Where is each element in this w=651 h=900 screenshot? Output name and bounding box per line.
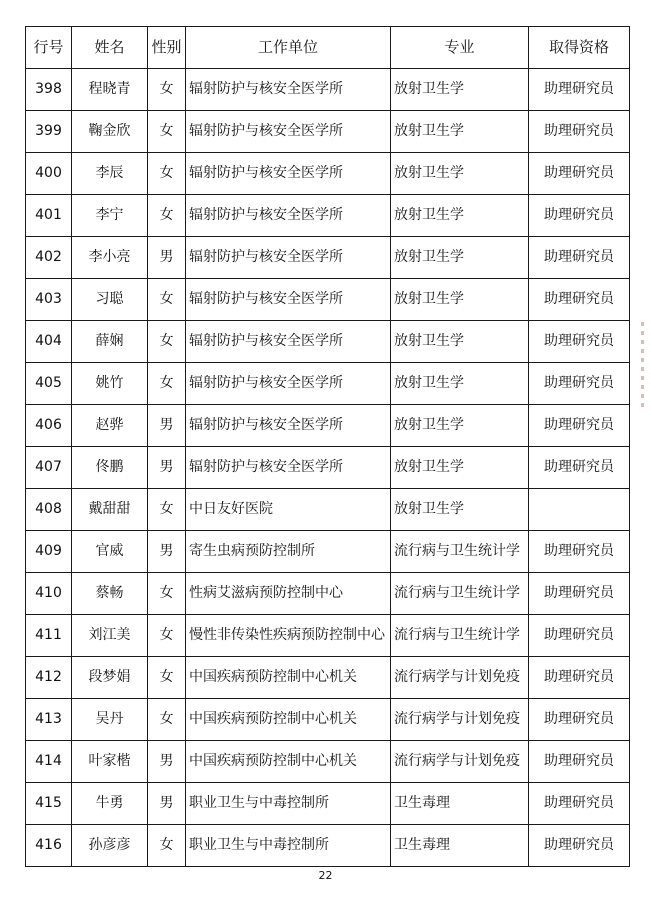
work-unit-cell: 性病艾滋病预防控制中心 [186,573,391,615]
name-cell: 蔡畅 [72,573,148,615]
sex-cell: 女 [148,321,186,363]
major-cell: 放射卫生学 [391,321,529,363]
qualification-cell: 助理研究员 [529,447,630,489]
name-cell: 薛娴 [72,321,148,363]
work-unit-cell: 辐射防护与核安全医学所 [186,279,391,321]
sex-cell: 男 [148,741,186,783]
major-cell: 放射卫生学 [391,237,529,279]
name-cell: 刘江美 [72,615,148,657]
qualification-cell: 助理研究员 [529,741,630,783]
qualification-cell: 助理研究员 [529,195,630,237]
work-unit-cell: 辐射防护与核安全医学所 [186,111,391,153]
major-cell: 流行病与卫生统计学 [391,573,529,615]
qualification-cell [529,489,630,531]
table-row [26,405,630,447]
major-cell: 放射卫生学 [391,111,529,153]
work-unit-cell: 辐射防护与核安全医学所 [186,195,391,237]
qualification-cell: 助理研究员 [529,237,630,279]
major-cell: 卫生毒理 [391,783,529,825]
row-number-cell: 401 [26,195,72,237]
major-cell: 流行病学与计划免疫 [391,657,529,699]
table-row [26,573,630,615]
qualification-cell: 助理研究员 [529,825,630,867]
roster-table [25,26,630,867]
qualification-cell: 助理研究员 [529,783,630,825]
row-number-cell: 398 [26,69,72,111]
table-row [26,153,630,195]
name-cell: 官威 [72,531,148,573]
header-major: 专业 [391,27,529,69]
row-number-cell: 404 [26,321,72,363]
row-number-cell: 414 [26,741,72,783]
row-number-cell: 413 [26,699,72,741]
header-qualification: 取得资格 [529,27,630,69]
row-number-cell: 400 [26,153,72,195]
table-row [26,699,630,741]
row-number-cell: 403 [26,279,72,321]
table-row [26,825,630,867]
table-row [26,531,630,573]
major-cell: 流行病学与计划免疫 [391,699,529,741]
name-cell: 叶家楷 [72,741,148,783]
row-number-cell: 407 [26,447,72,489]
major-cell: 流行病学与计划免疫 [391,741,529,783]
work-unit-cell: 中国疾病预防控制中心机关 [186,699,391,741]
name-cell: 牛勇 [72,783,148,825]
sex-cell: 女 [148,195,186,237]
sex-cell: 男 [148,405,186,447]
work-unit-cell: 辐射防护与核安全医学所 [186,69,391,111]
seal-edge-mark [641,322,644,412]
major-cell: 放射卫生学 [391,153,529,195]
qualification-cell: 助理研究员 [529,279,630,321]
row-number-cell: 416 [26,825,72,867]
qualification-cell: 助理研究员 [529,531,630,573]
table-row [26,237,630,279]
sex-cell: 女 [148,825,186,867]
qualification-cell: 助理研究员 [529,111,630,153]
qualification-cell: 助理研究员 [529,573,630,615]
major-cell: 放射卫生学 [391,279,529,321]
work-unit-cell: 职业卫生与中毒控制所 [186,783,391,825]
row-number-cell: 412 [26,657,72,699]
work-unit-cell: 中日友好医院 [186,489,391,531]
work-unit-cell: 辐射防护与核安全医学所 [186,321,391,363]
page-number: 22 [318,869,333,882]
work-unit-cell: 辐射防护与核安全医学所 [186,237,391,279]
table-row [26,615,630,657]
major-cell: 卫生毒理 [391,825,529,867]
major-cell: 放射卫生学 [391,405,529,447]
table-row [26,489,630,531]
table-row [26,321,630,363]
work-unit-cell: 辐射防护与核安全医学所 [186,363,391,405]
name-cell: 孙彦彦 [72,825,148,867]
name-cell: 姚竹 [72,363,148,405]
qualification-cell: 助理研究员 [529,153,630,195]
table-header-row [26,27,630,69]
sex-cell: 女 [148,699,186,741]
sex-cell: 女 [148,279,186,321]
qualification-cell: 助理研究员 [529,69,630,111]
sex-cell: 女 [148,111,186,153]
table-row [26,783,630,825]
qualification-cell: 助理研究员 [529,363,630,405]
name-cell: 程晓青 [72,69,148,111]
row-number-cell: 402 [26,237,72,279]
table-row [26,741,630,783]
sex-cell: 女 [148,363,186,405]
name-cell: 段梦娟 [72,657,148,699]
qualification-cell: 助理研究员 [529,657,630,699]
work-unit-cell: 辐射防护与核安全医学所 [186,447,391,489]
row-number-cell: 408 [26,489,72,531]
table-row [26,195,630,237]
sex-cell: 男 [148,783,186,825]
work-unit-cell: 慢性非传染性疾病预防控制中心 [186,615,391,657]
table-row [26,657,630,699]
sex-cell: 女 [148,489,186,531]
major-cell: 放射卫生学 [391,489,529,531]
work-unit-cell: 辐射防护与核安全医学所 [186,405,391,447]
work-unit-cell: 中国疾病预防控制中心机关 [186,741,391,783]
qualification-cell: 助理研究员 [529,615,630,657]
major-cell: 流行病与卫生统计学 [391,615,529,657]
table-row [26,363,630,405]
sex-cell: 女 [148,69,186,111]
name-cell: 佟鹏 [72,447,148,489]
sex-cell: 女 [148,615,186,657]
header-sex: 性别 [148,27,186,69]
work-unit-cell: 职业卫生与中毒控制所 [186,825,391,867]
table-row [26,279,630,321]
name-cell: 李宁 [72,195,148,237]
major-cell: 放射卫生学 [391,69,529,111]
qualification-cell: 助理研究员 [529,321,630,363]
work-unit-cell: 辐射防护与核安全医学所 [186,153,391,195]
sex-cell: 女 [148,153,186,195]
table-row [26,447,630,489]
header-work-unit: 工作单位 [186,27,391,69]
qualification-cell: 助理研究员 [529,405,630,447]
row-number-cell: 409 [26,531,72,573]
name-cell: 吴丹 [72,699,148,741]
table-row [26,69,630,111]
major-cell: 放射卫生学 [391,447,529,489]
name-cell: 戴甜甜 [72,489,148,531]
sex-cell: 男 [148,531,186,573]
sex-cell: 女 [148,657,186,699]
major-cell: 流行病与卫生统计学 [391,531,529,573]
sex-cell: 男 [148,447,186,489]
name-cell: 李辰 [72,153,148,195]
name-cell: 习聪 [72,279,148,321]
name-cell: 李小亮 [72,237,148,279]
work-unit-cell: 寄生虫病预防控制所 [186,531,391,573]
table-row [26,111,630,153]
major-cell: 放射卫生学 [391,195,529,237]
name-cell: 赵骅 [72,405,148,447]
table-body [26,69,630,867]
name-cell: 鞠金欣 [72,111,148,153]
work-unit-cell: 中国疾病预防控制中心机关 [186,657,391,699]
row-number-cell: 399 [26,111,72,153]
row-number-cell: 406 [26,405,72,447]
row-number-cell: 410 [26,573,72,615]
header-row-number: 行号 [26,27,72,69]
row-number-cell: 411 [26,615,72,657]
qualification-cell: 助理研究员 [529,699,630,741]
major-cell: 放射卫生学 [391,363,529,405]
header-name: 姓名 [72,27,148,69]
row-number-cell: 415 [26,783,72,825]
sex-cell: 男 [148,237,186,279]
row-number-cell: 405 [26,363,72,405]
sex-cell: 女 [148,573,186,615]
